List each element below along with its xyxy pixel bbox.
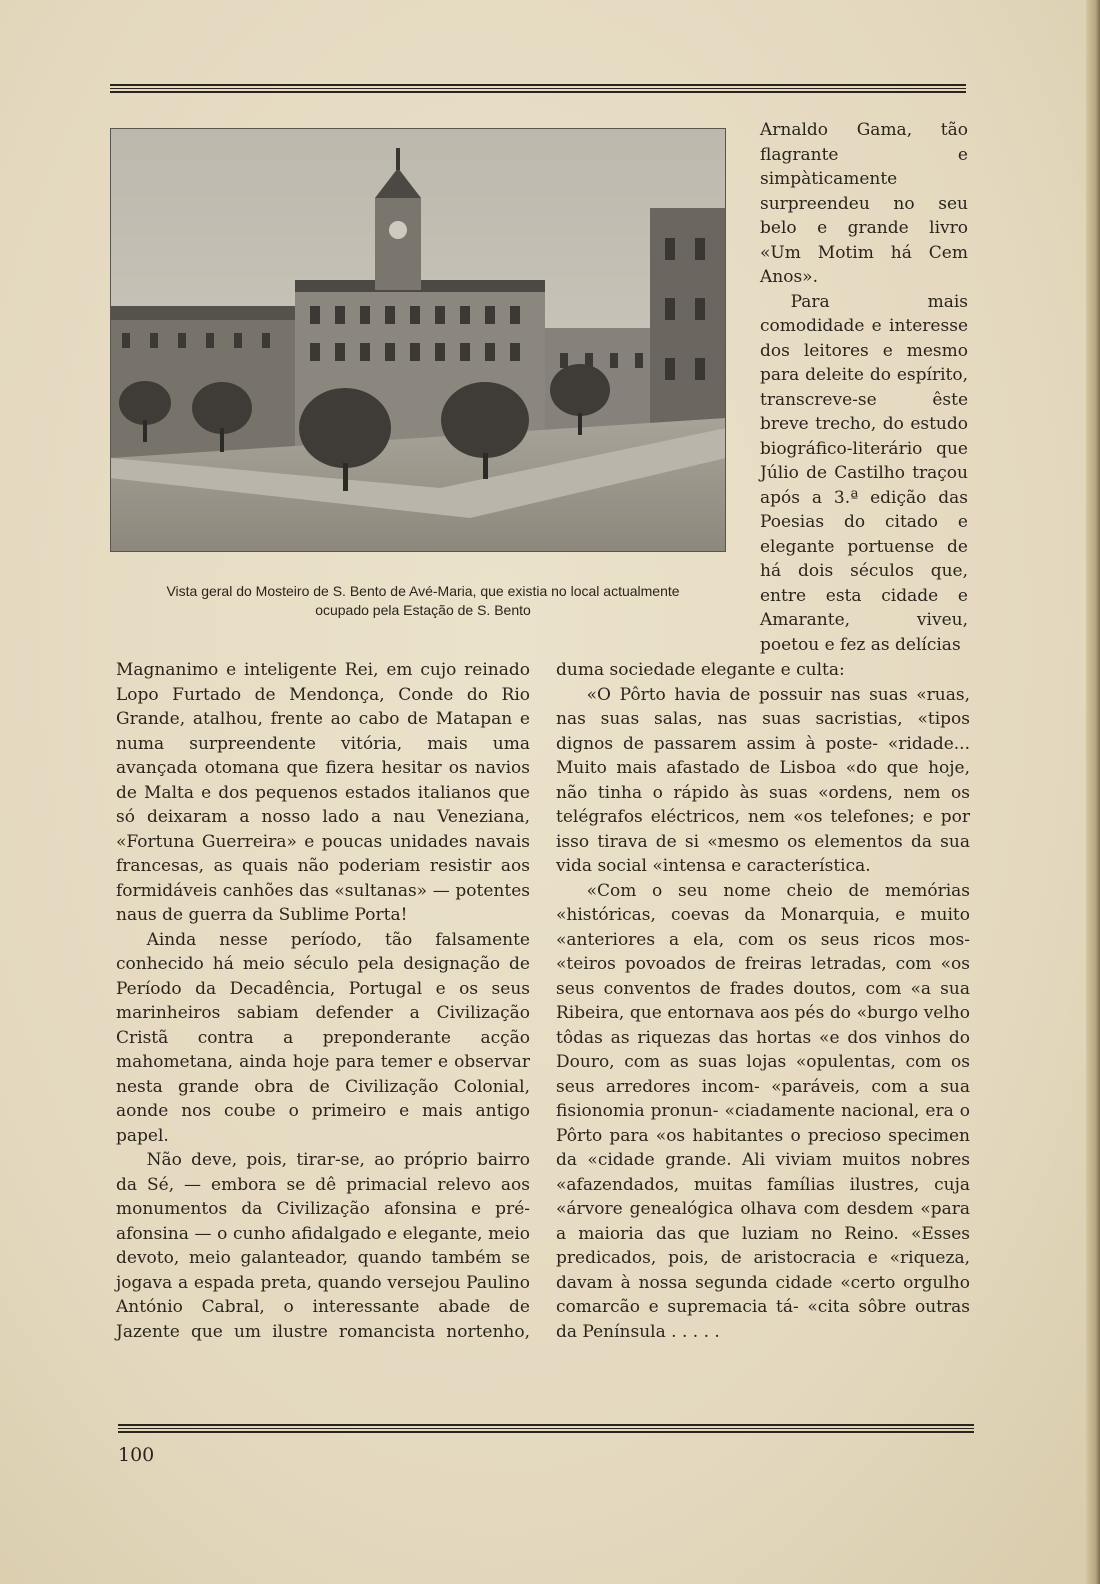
paragraph-magnanimo: Magnanimo e inteligente Rei, em cujo reinado Lopo Furtado de Mendonça, Conde do Rio Grande, atalhou, frente ao cabo de Matapan e numa surpreendente vitória, mais uma avançada otomana que fizera hesitar os navios de Malta e dos pequenos estados italianos que só deixaram a nosso lado a nau Veneziana, «Fortuna Guerreira» e poucas unidades navais francesas, as quais não poderiam resistir aos formidáveis canhões das «sultanas» — potentes naus de guerra da Sublime Porta! <box>116 660 530 925</box>
right-column <box>556 658 970 1344</box>
page-number: 100 <box>118 1444 155 1466</box>
caption-line-2: ocupado pela Estação de S. Bento <box>315 602 531 618</box>
left-column <box>116 658 530 1344</box>
quote-porto-ruas: «O Pôrto havia de possuir nas suas «ruas, nas suas salas, nas suas sacristias, «tipos dignos de passarem assim à poste- «ridade... Muito mais afastado de Lisboa «do que hoje, não tinha o rápido às suas «ordens, nem os telégrafos eléctricos, nem «os telefones; e por isso tirava de si «mesmo os elementos da sua vida social «intensa e característica. <box>556 684 970 876</box>
caption-line-1: Vista geral do Mosteiro de S. Bento de Avé-Maria, que existia no local actualmente <box>166 583 680 599</box>
page-edge <box>1086 0 1100 1584</box>
bottom-rule <box>118 1424 974 1434</box>
photo-caption <box>110 582 736 620</box>
paragraph-decadencia: Ainda nesse período, tão falsamente conhecido há meio século pela designação de Período da Decadência, Portugal e os seus marinheiros sabiam defender a Civilização Cristã contra a preponderante acção mahometana, ainda hoje para temer e observar nesta grande obra de Civilização Colonial, aonde nos coube o primeiro e mais antigo papel. <box>116 929 530 1146</box>
right-top-column <box>760 118 968 657</box>
paragraph-bairro-se: Não deve, pois, tirar-se, ao próprio bairro da Sé, — embora se dê primacial relevo aos monumentos da Civilização afonsina e pré-afonsina — o cunho afidalgado e elegante, meio devoto, meio galanteador, quando também se jogava a espada preta, quando versejou Paulino António Cabral, o interessante abade de Jazente que um ilustre romancista nortenho, <box>116 1150 530 1342</box>
quote-nome-memorias: «Com o seu nome cheio de memórias «históricas, coevas da Monarquia, e muito «anteriores a ela, com os seus ricos mos- «teiros povoados de freiras letradas, com «os seus conventos de frades doutos, com «a sua Ribeira, que entornava aos pés do «burgo velho tôdas as riquezas das hortas «e dos vinhos do Douro, com as suas lojas «opulentas, com os seus arredores incom- «paráveis, com a sua fisionomia pronun- «ciadamente nacional, era o Pôrto para «os habitantes o precioso specimen da «cidade grande. Ali viviam muitos nobres «afazendados, muitas famílias ilustres, cuja «árvore genealógica olhava com desdem «para a maioria das que luziam no Reino. «Esses predicados, pois, de aristocracia e «riqueza, davam à nossa segunda cidade «certo orgulho comarcão e supremacia tá- «cita sôbre outras da Península . . . . . <box>556 880 970 1342</box>
top-rule <box>110 84 966 94</box>
paragraph-transcription-intro: Para mais comodidade e interesse dos leitores e mesmo para deleite do espírito, transcreve-se êste breve trecho, do estudo biográfico-literário que Júlio de Castilho traçou após a 3.ª edição das Poesias do citado e elegante portuense de há dois séculos que, entre esta cidade e Amarante, viveu, poetou e fez as delícias <box>760 291 968 655</box>
paragraph-sociedade: duma sociedade elegante e culta: <box>556 660 845 680</box>
paragraph-arnaldo-gama: Arnaldo Gama, tão flagrante e simpàticamente surpreendeu no seu belo e grande livro «Um Motim há Cem Anos». <box>760 120 968 287</box>
monastery-photo <box>110 128 726 552</box>
